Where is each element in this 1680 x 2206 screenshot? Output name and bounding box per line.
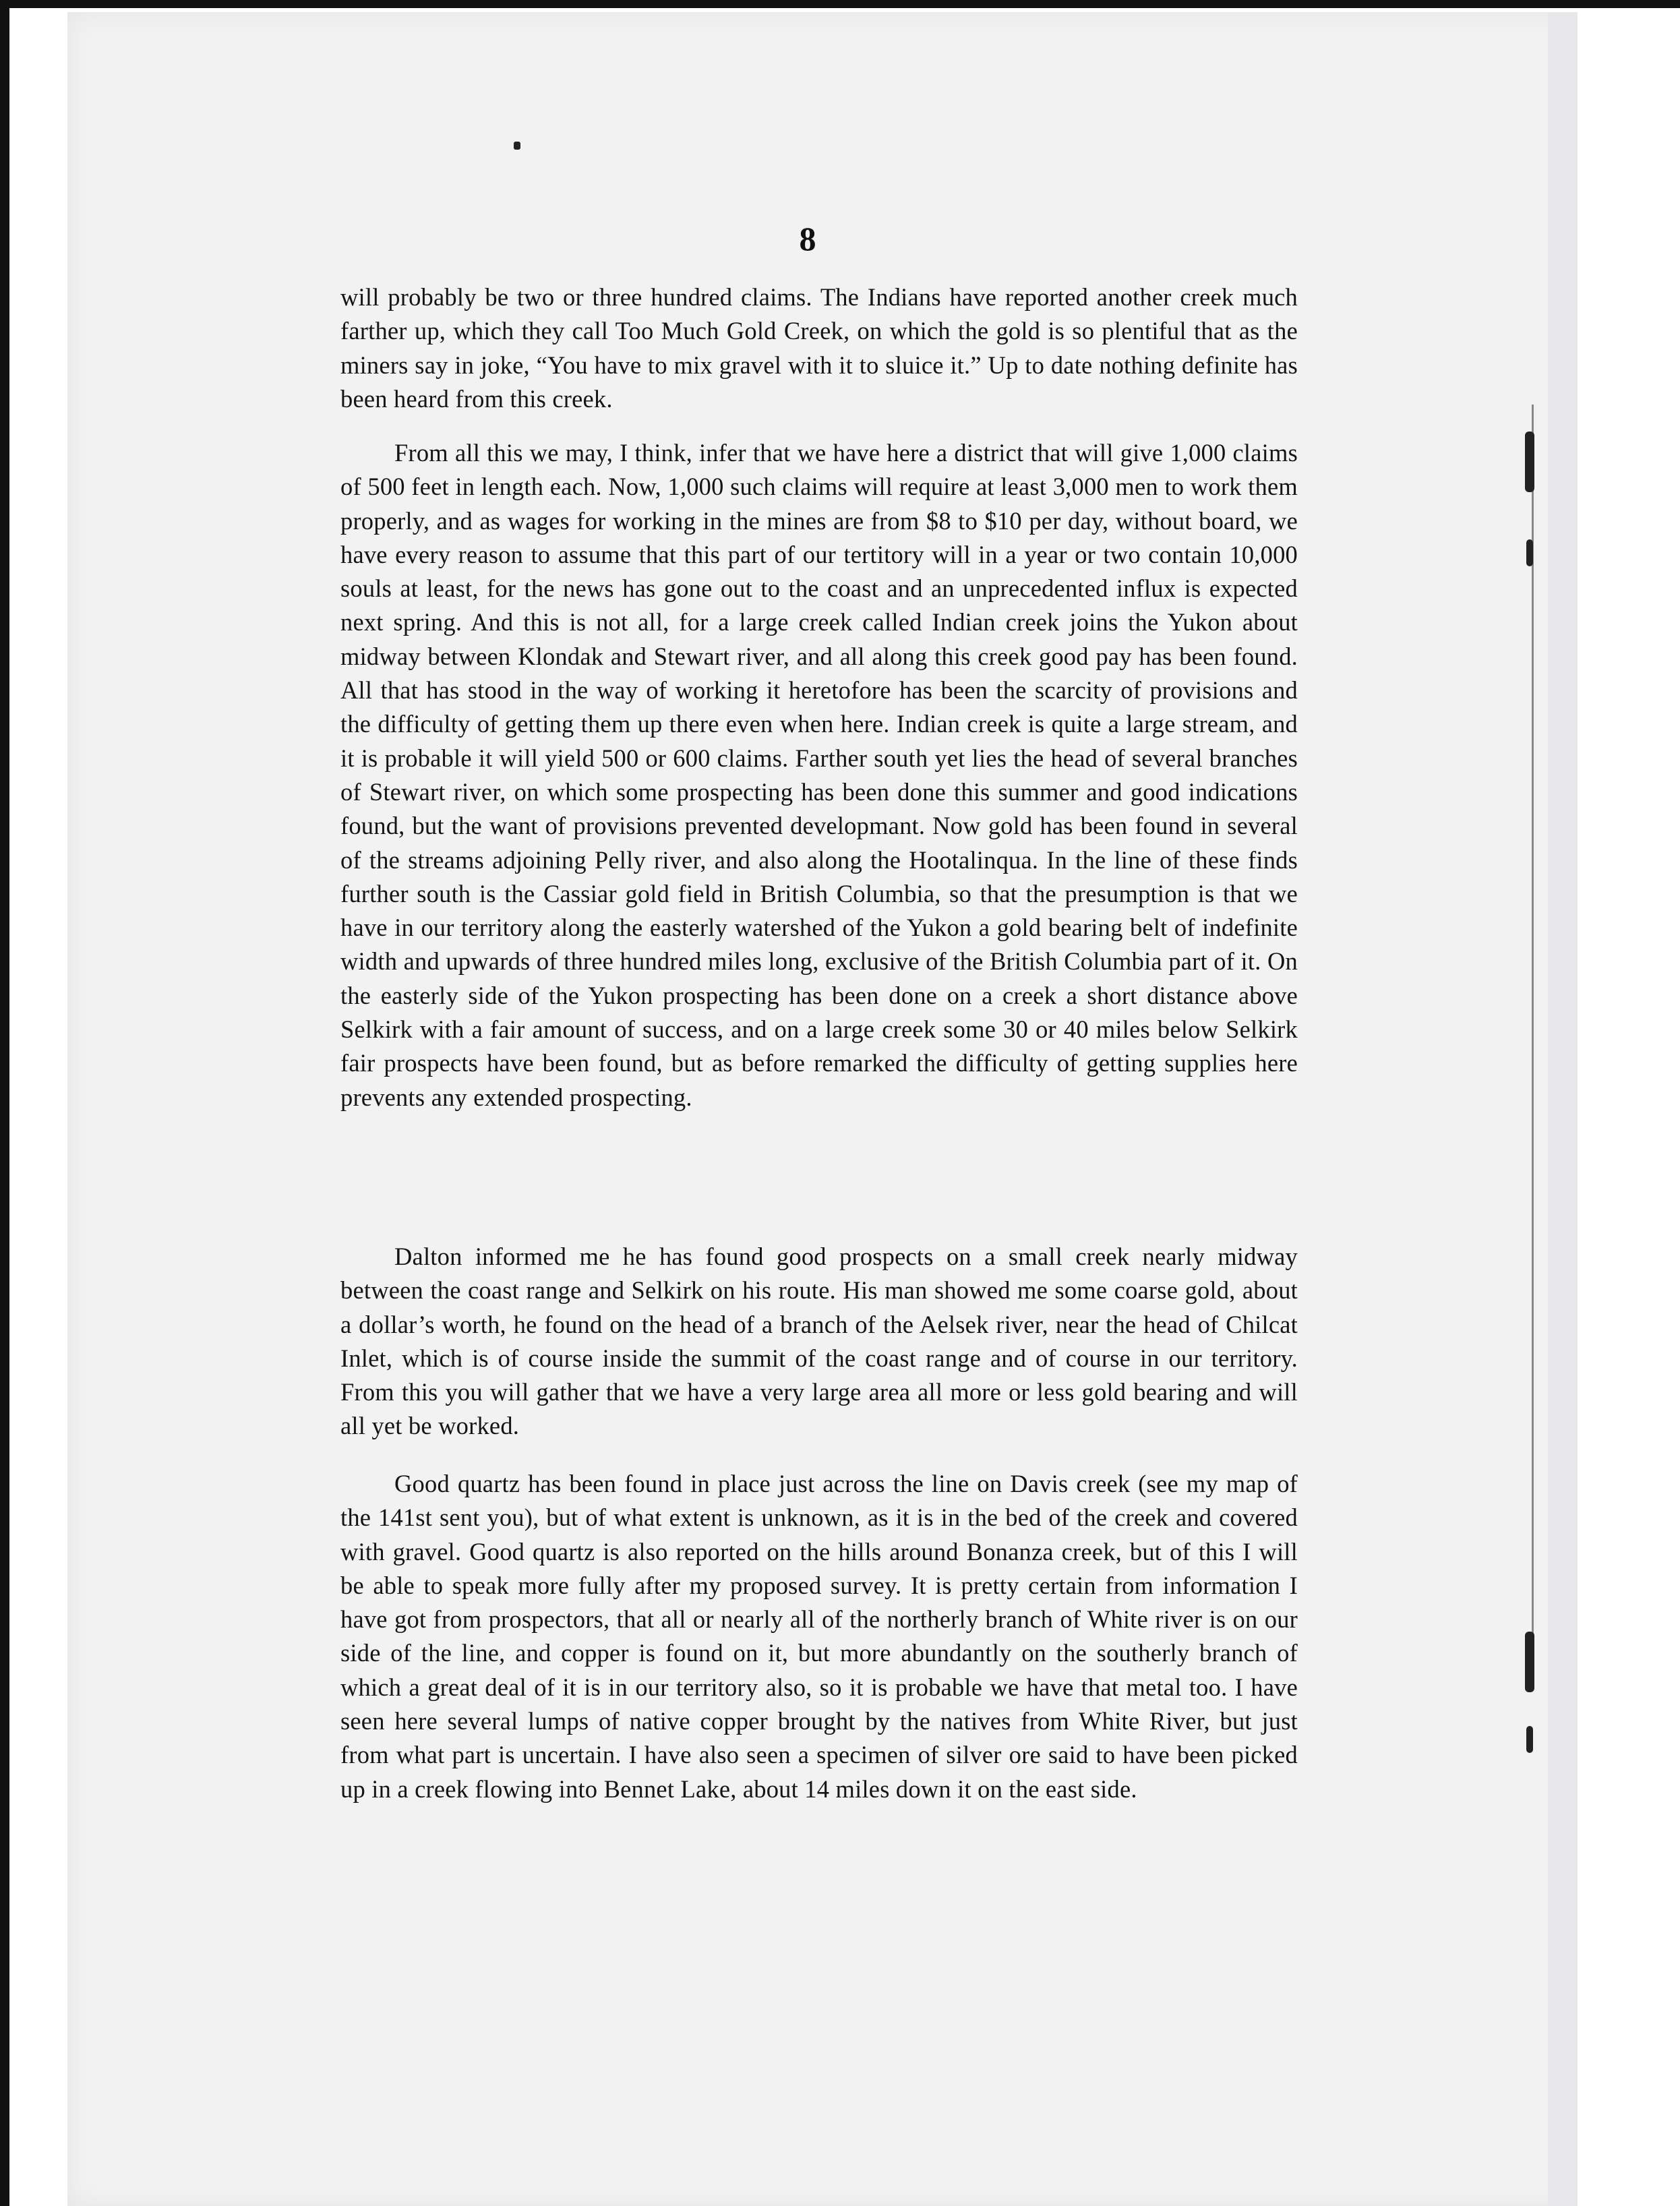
- scan-left-edge: [0, 0, 9, 2206]
- paragraph-text: will probably be two or three hundred claims. The Indians have reported another creek much farther up, which they call Too Much Gold Creek, on which the gold is so plentiful that as the miners say in joke, “You have to mix gravel with it to sluice it.” Up to date nothing definite has been heard from this creek.: [340, 283, 1298, 413]
- binding-gutter: [1548, 12, 1578, 2206]
- ink-speck: [514, 142, 520, 150]
- paragraph-text: Dalton informed me he has found good prospects on a small creek nearly midway between the coast range and Selkirk on his route. His man showed me some coarse gold, about a dollar’s worth, he found on the head of a branch of the Aelsek river, near the head of Chilcat Inlet, which is of course inside the summit of the coast range and of course in our territory. From this you will gather that we have a very large area all more or less gold bearing and will all yet be worked.: [340, 1243, 1298, 1440]
- right-margin: [1578, 12, 1680, 2206]
- paragraph-2: [340, 436, 1298, 1114]
- binding-hole-mark: [1526, 1726, 1533, 1753]
- binding-hole-mark: [1525, 1632, 1534, 1692]
- scan-top-edge: [0, 0, 1680, 8]
- paragraph-text: Good quartz has been found in place just across the line on Davis creek (see my map of the 141st sent you), but of what extent is unknown, as it is in the bed of the creek and covered with gravel. Good quartz is also reported on the hills around Bonanza creek, but of this I will be able to speak more fully after my proposed survey. It is pretty certain from information I have got from prospectors, that all or nearly all of the northerly branch of White river is on our side of the line, and copper is found on it, but more abundantly on the southerly branch of which a great deal of it is in our territory also, so it is probable we have that metal too. I have seen here several lumps of native copper brought by the natives from White River, but just from what part is uncertain. I have also seen a specimen of silver ore said to have been picked up in a creek flowing into Bennet Lake, about 14 miles down it on the east side.: [340, 1470, 1298, 1803]
- paragraph-text: From all this we may, I think, infer that we have here a district that will give 1,000 claims of 500 feet in length each. Now, 1,000 such claims will require at least 3,000 men to work them properly, and as wages for working in the mines are from $8 to $10 per day, without board, we have every reason to assume that this part of our tertitory will in a year or two contain 10,000 souls at least, for the news has gone out to the coast and an unprecedented influx is expected next spring. And this is not all, for a large creek called Indian creek joins the Yukon about midway between Klondak and Stewart river, and all along this creek good pay has been found. All that has stood in the way of working it heretofore has been the scarcity of provisions and the difficulty of getting them up there even when here. Indian creek is quite a large stream, and it is probable it will yield 500 or 600 claims. Farther south yet lies the head of several branches of Stewart river, on which some prospecting has been done this summer and good indications found, but the want of provisions prevented developmant. Now gold has been found in several of the streams adjoining Pelly river, and also along the Hootalinqua. In the line of these finds further south is the Cassiar gold field in British Columbia, so that the presumption is that we have in our territory along the easterly watershed of the Yukon a gold bearing belt of indefinite width and upwards of three hundred miles long, exclusive of the British Columbia part of it. On the easterly side of the Yukon prospecting has been done on a creek a short distance above Selkirk with a fair amount of success, and on a large creek some 30 or 40 miles below Selkirk fair prospects have been found, but as before remarked the difficulty of getting supplies here prevents any extended prospecting.: [340, 439, 1298, 1111]
- page-number: 8: [799, 220, 816, 258]
- paragraph-3: [340, 1240, 1298, 1443]
- binding-stitch-line: [1532, 405, 1534, 1686]
- binding-hole-mark: [1526, 539, 1533, 566]
- paragraph-1: [340, 280, 1298, 416]
- binding-hole-mark: [1525, 431, 1534, 492]
- paragraph-4: [340, 1467, 1298, 1806]
